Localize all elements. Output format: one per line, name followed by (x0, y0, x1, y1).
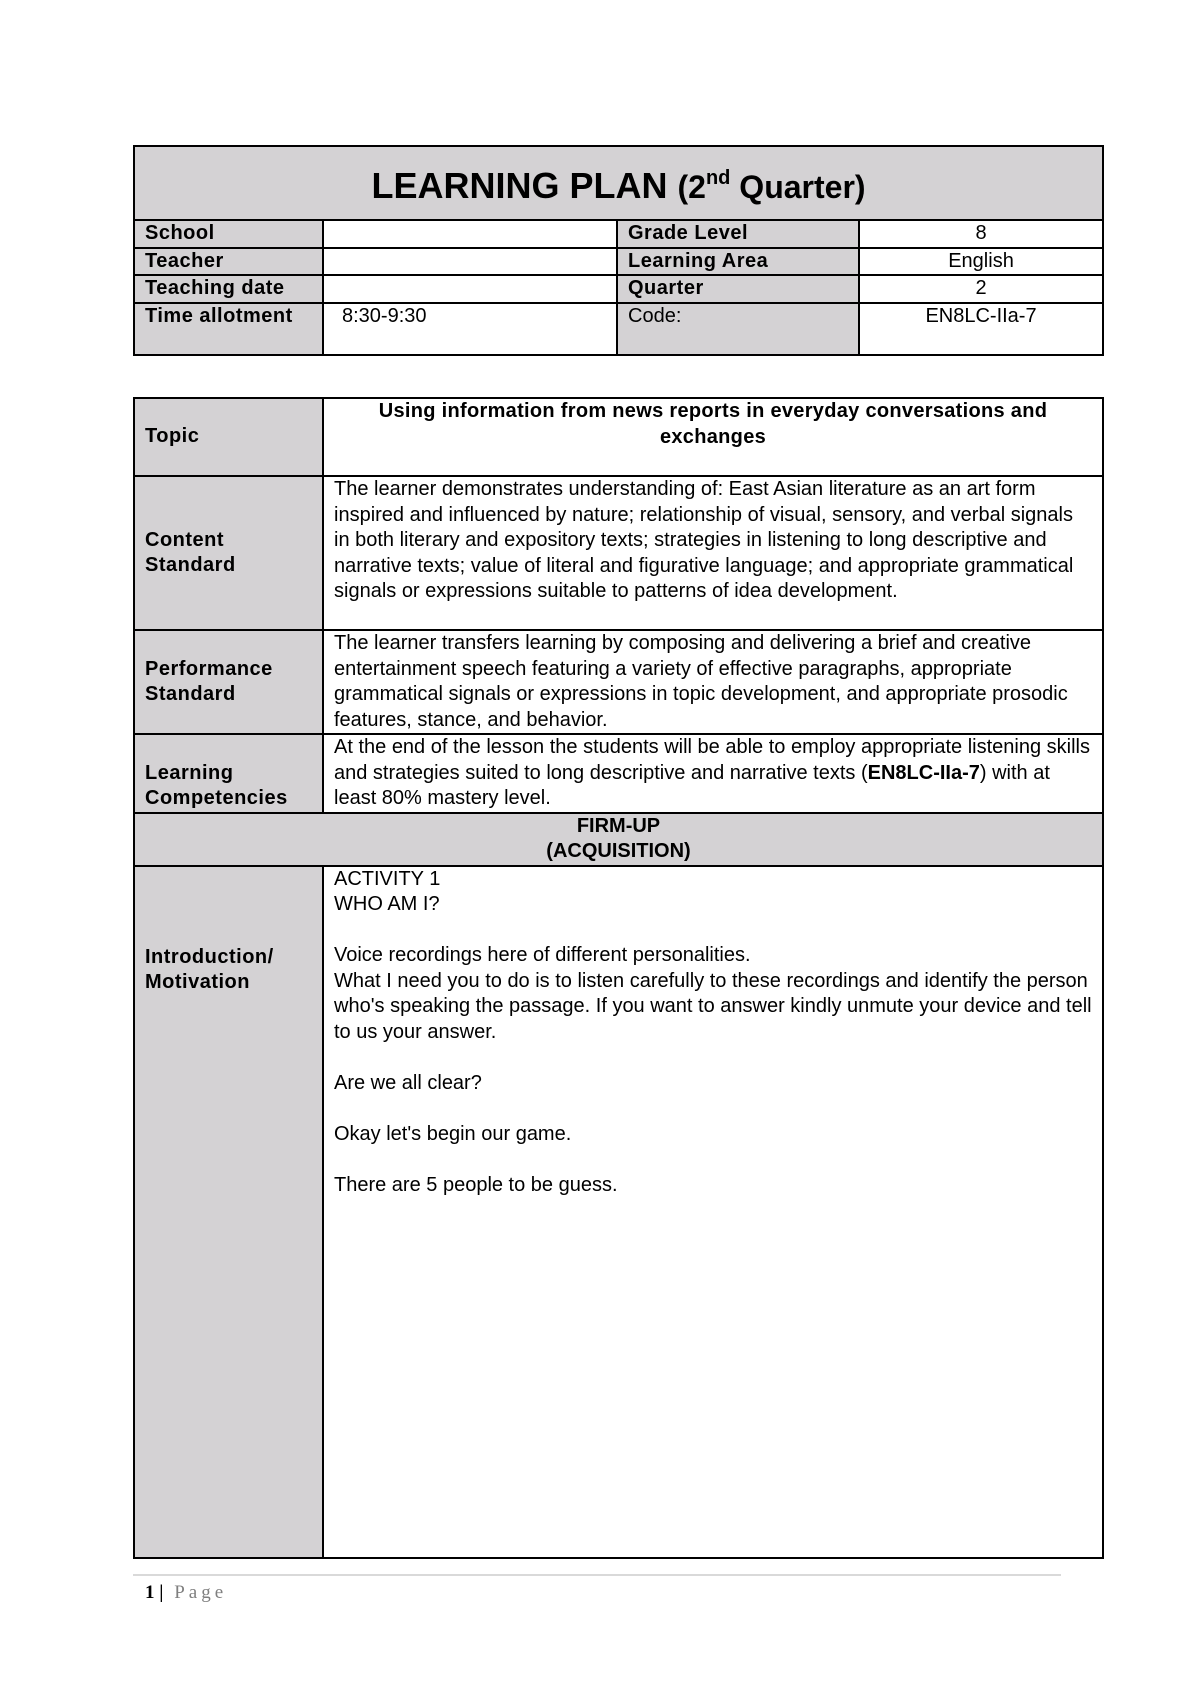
quarter-value: 2 (859, 275, 1103, 303)
teacher-label: Teacher (134, 248, 323, 276)
page-number: 1 (145, 1582, 155, 1603)
grade-level-value: 8 (859, 220, 1103, 248)
learning-competencies-text: At the end of the lesson the students will be able to employ appropriate listening skills and strategies suited to long descriptive and narrative texts (EN8LC-IIa-7) with at least 80% mastery level. (323, 734, 1103, 813)
header-table (133, 145, 1104, 356)
introduction-motivation-text: ACTIVITY 1 WHO AM I? Voice recordings here of different personalities. What I need you to do is to listen carefully to these recordings and identify the person who's speaking the passage. If you want to answer kindly unmute your device and tell to us your answer. Are we all clear? Okay let's begin our game. There are 5 people to be guess. (323, 866, 1103, 1558)
code-label: Code: (617, 303, 859, 355)
teaching-date-label: Teaching date (134, 275, 323, 303)
competency-code: EN8LC-IIa-7 (867, 761, 980, 784)
learning-area-label: Learning Area (617, 248, 859, 276)
footer-divider (133, 1574, 1061, 1576)
page-word: Page (174, 1582, 228, 1603)
teaching-date-value (323, 275, 617, 303)
learning-competencies-label: Learning Competencies (134, 734, 323, 813)
performance-standard-label: Performance Standard (134, 630, 323, 734)
introduction-motivation-label: Introduction/ Motivation (134, 866, 323, 1558)
school-label: School (134, 220, 323, 248)
performance-standard-text: The learner transfers learning by composing and delivering a brief and creative entertainment speech featuring a variety of effective paragraphs, appropriate grammatical signals or expressions in topic development, and appropriate prosodic features, stance, and behavior. (323, 630, 1103, 734)
learning-plan-table (133, 397, 1104, 1559)
quarter-label: Quarter (617, 275, 859, 303)
content-standard-label: Content Standard (134, 476, 323, 630)
activity-name: WHO AM I? (334, 893, 440, 915)
learning-area-value: English (859, 248, 1103, 276)
grade-level-label: Grade Level (617, 220, 859, 248)
page-footer (145, 1582, 227, 1604)
code-value: EN8LC-IIa-7 (859, 303, 1103, 355)
page-separator: | (159, 1582, 164, 1603)
teacher-value (323, 248, 617, 276)
plan-title: LEARNING PLAN (2nd Quarter) (134, 146, 1103, 220)
topic-label: Topic (134, 398, 323, 476)
time-allotment-label: Time allotment (134, 303, 323, 355)
activity-title: ACTIVITY 1 (334, 867, 441, 890)
content-standard-text: The learner demonstrates understanding of: East Asian literature as an art form inspired and influenced by nature; relationship of visual, sensory, and verbal signals in both literary and expository texts; strategies in listening to long descriptive and narrative texts; value of literal and figurative language; and appropriate grammatical signals or expressions suitable to patterns of idea development. (323, 476, 1103, 630)
school-value (323, 220, 617, 248)
firm-up-section-bar: FIRM-UP (ACQUISITION) (134, 813, 1103, 866)
time-allotment-value: 8:30-9:30 (323, 303, 617, 355)
topic-text: Using information from news reports in everyday conversations and exchanges (323, 398, 1103, 476)
